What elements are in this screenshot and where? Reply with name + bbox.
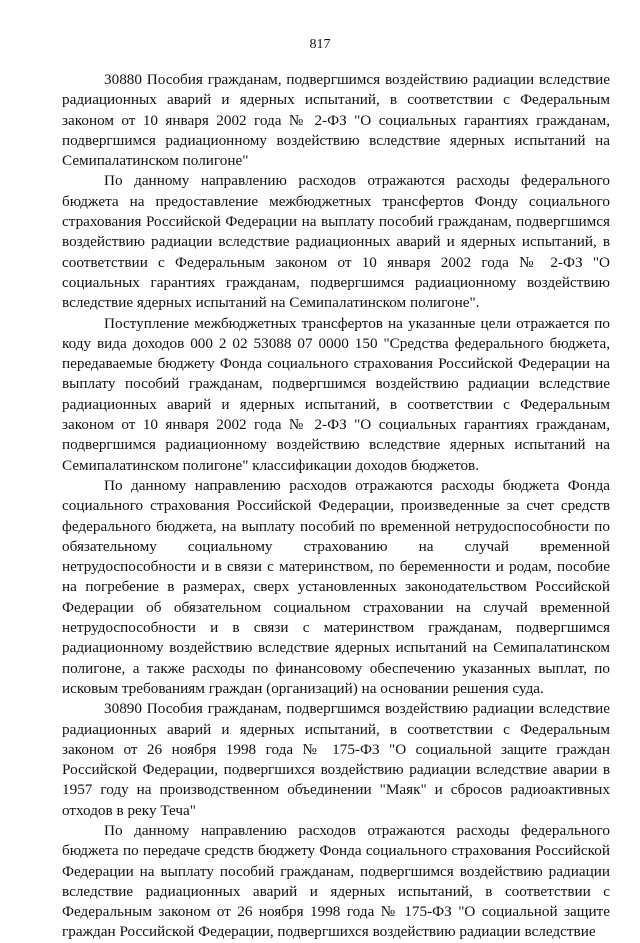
paragraph-expense-description: По данному направлению расходов отражаются расходы федерального бюджета на предоставление межбюджетных трансфертов Фонду социального страхования Российской Федерации на выплату пособий гражданам, подвергшимся воздействию радиации вследствие радиационных аварий и ядерных испытаний, в соответствии с Федеральным законом от 10 января 2002 года № 2-ФЗ "О социальных гарантиях гражданам, подвергшимся радиационному воздействию вследствие ядерных испытаний на Семипалатинском полигоне". bbox=[62, 172, 610, 312]
paragraph-transfer-description: По данному направлению расходов отражаются расходы федерального бюджета по передаче средств бюджету Фонда социального страхования Российской Федерации на выплату пособий гражданам, подвергшимся воздействию радиации вследствие радиационных аварий и ядерных испытаний, в соответствии с Федеральным законом от 26 ноября 1998 года № 175-ФЗ "О социальной защите граждан Российской Федерации, подвергшихся воздействию радиации вследствие bbox=[62, 821, 610, 941]
paragraph-code-30880-heading: 30880 Пособия гражданам, подвергшимся воздействию радиации вследствие радиационных аварий и ядерных испытаний, в соответствии с Федеральным законом от 10 января 2002 года № 2-ФЗ "О социальных гарантиях гражданам, подвергшимся радиационному воздействию вследствие ядерных испытаний на Семипалатинском полигоне" bbox=[62, 71, 610, 170]
paragraph-revenue-code: Поступление межбюджетных трансфертов на указанные цели отражается по коду вида доходов 000 2 02 53088 07 0000 150 "Средства федерального бюджета, передаваемые бюджету Фонда социального страхования Российской Федерации на выплату пособий гражданам, подвергшимся воздействию радиации вследствие радиационных аварий и ядерных испытаний, в соответствии с Федеральным законом от 10 января 2002 года № 2-ФЗ "О социальных гарантиях гражданам, подвергшимся радиационному воздействию вследствие ядерных испытаний на Семипалатинском полигоне" классификации доходов бюджетов. bbox=[62, 314, 610, 474]
page-number: 817 bbox=[309, 37, 331, 52]
document-body bbox=[62, 70, 610, 943]
paragraph-fss-expenses: По данному направлению расходов отражаются расходы бюджета Фонда социального страхования Российской Федерации, произведенные за счет средств федерального бюджета, на выплату пособий по временной нетрудоспособности по обязательному социальному страхованию на случай временной нетрудоспособности и в связи с материнством, по беременности и родам, пособие на погребение в размерах, сверх установленных законодательством Российской Федерации об обязательном социальном страховании на случай временной нетрудоспособности и в связи с материнством гражданам, подвергшимся радиационному воздействию вследствие ядерных испытаний на Семипалатинском полигоне, а также расходы по финансовому обеспечению указанных выплат, по исковым требованиям граждан (организаций) на основании решения суда. bbox=[62, 476, 610, 697]
paragraph-code-30890-heading: 30890 Пособия гражданам, подвергшимся воздействию радиации вследствие радиационных аварий и ядерных испытаний, в соответствии с Федеральным законом от 26 ноября 1998 года № 175-ФЗ "О социальной защите граждан Российской Федерации, подвергшихся воздействию радиации вследствие аварии в 1957 году на производственном объединении "Маяк" и сбросов радиоактивных отходов в реку Теча" bbox=[62, 700, 610, 819]
